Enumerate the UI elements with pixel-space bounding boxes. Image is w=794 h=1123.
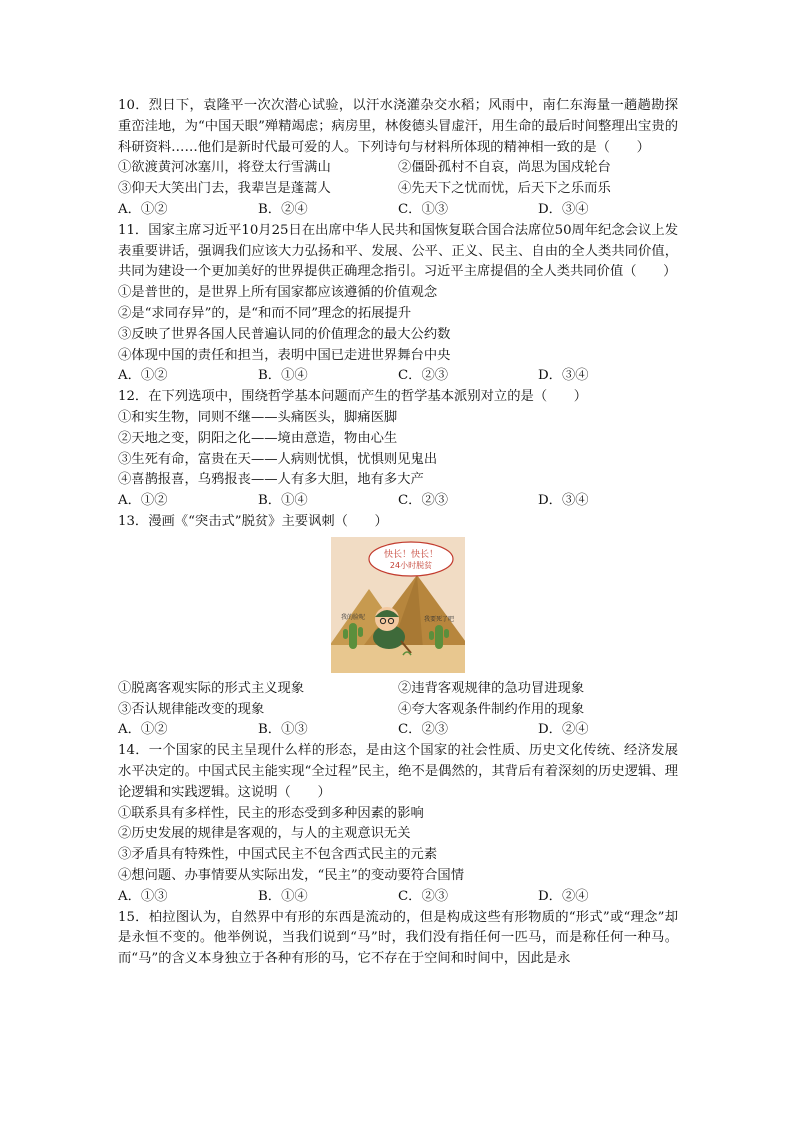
- option: ①欲渡黄河冰塞川，将登太行雪满山: [118, 160, 331, 176]
- option: ④夸大客观条件制约作用的现象: [398, 701, 585, 717]
- exam-page: [118, 96, 678, 970]
- question-stem: 14．一个国家的民主呈现什么样的形态，是由这个国家的社会性质、历史文化传统、经济发展水平决定的。中国式民主能实现“全过程”民主，绝不是偶然的，其背后有着深刻的历史逻辑、理论逻辑和实践逻辑。这说明（ ）: [118, 743, 678, 800]
- option: ③仰天大笑出门去，我辈岂是蓬蒿人: [118, 181, 331, 197]
- question-12: [118, 387, 678, 512]
- option: ①是普世的，是世界上所有国家都应该遵循的价值观念: [118, 285, 438, 301]
- answer-choice: C．②③: [398, 888, 449, 904]
- answer-choice: B．①④: [258, 493, 308, 509]
- answer-choice: A．①②: [118, 722, 168, 738]
- question-15: [118, 908, 678, 970]
- answer-choice: B．①④: [258, 888, 308, 904]
- option: ②历史发展的规律是客观的，与人的主观意识无关: [118, 826, 411, 842]
- answer-choice: D．③④: [538, 368, 589, 384]
- answer-choice: A．①②: [118, 201, 168, 217]
- answer-choices: [118, 200, 678, 221]
- option: ③生死有命，富贵在天——人病则忧惧，忧惧则见鬼出: [118, 451, 438, 467]
- option: ④先天下之忧而忧，后天下之乐而乐: [398, 181, 611, 197]
- answer-choice: D．③④: [538, 493, 589, 509]
- answer-choice: C．②③: [398, 368, 449, 384]
- answer-choice: C．①③: [398, 201, 449, 217]
- option: ②天地之变，阴阳之化——境由意造，物由心生: [118, 430, 398, 446]
- option: ②僵卧孤村不自哀，尚思为国戍轮台: [398, 160, 611, 176]
- options-row: [118, 158, 678, 179]
- answer-choice: A．①③: [118, 888, 168, 904]
- option: ④体现中国的责任和担当，表明中国已走进世界舞台中央: [118, 347, 451, 363]
- cartoon-illustration: [331, 537, 465, 673]
- option: ④想问题、办事情要从实际出发，“民主”的变动要符合国情: [118, 867, 465, 883]
- option: ①脱离客观实际的形式主义现象: [118, 680, 305, 696]
- option: ④喜鹊报喜，乌鸦报丧——人有多大胆，地有多大产: [118, 472, 424, 488]
- options-row: [118, 679, 678, 700]
- answer-choice: C．②③: [398, 722, 449, 738]
- answer-choice: D．③④: [538, 201, 589, 217]
- option: ②是“求同存异”的，是“和而不同”理念的拓展提升: [118, 305, 412, 321]
- tree-left-caption: 我的脸呢: [340, 613, 366, 621]
- answer-choice: B．①③: [258, 722, 308, 738]
- question-14: [118, 741, 678, 907]
- answer-choice: D．②④: [538, 888, 589, 904]
- option: ③否认规律能改变的现象: [118, 701, 265, 717]
- question-stem: 15．柏拉图认为，自然界中有形的东西是流动的，但是构成这些有形物质的“形式”或“理念”却是永恒不变的。他举例说，当我们说到“马”时，我们没有指任何一匹马，而是称任何一种马。而“马”的含义本身独立于各种有形的马，它不存在于空间和时间中，因此是永: [118, 909, 678, 967]
- tree-right-caption: 我要死了吧: [423, 615, 455, 623]
- question-10: [118, 96, 678, 221]
- answer-choice: A．①②: [118, 368, 168, 384]
- question-stem: 11．国家主席习近平10月25日在出席中华人民共和国恢复联合国合法席位50周年纪念会议上发表重要讲话，强调我们应该大力弘扬和平、发展、公平、正义、民主、自由的全人类共同价值，共同为建设一个更加美好的世界提供正确理念指引。习近平主席提倡的全人类共同价值（ ）: [118, 222, 678, 280]
- speech-bubble-line-1: 快长！快长！: [383, 549, 439, 560]
- question-stem: 13．漫画《“突击式”脱贫》主要讽刺（ ）: [118, 513, 388, 529]
- options-row: [118, 179, 678, 200]
- option: ③矛盾具有特殊性，中国式民主不包含西式民主的元素: [118, 847, 438, 863]
- answer-choice: B．②④: [258, 201, 308, 217]
- answer-choices: [118, 491, 678, 512]
- answer-choices: [118, 887, 678, 908]
- speech-bubble-line-2: 24小时脱贫: [389, 560, 433, 570]
- option: ①和实生物，同则不继——头痛医头，脚痛医脚: [118, 409, 398, 425]
- answer-choices: [118, 720, 678, 741]
- question-stem: 10．烈日下，袁隆平一次次潜心试验，以汗水浇灌杂交水稻；风雨中，南仁东海量一趟趟勘探重峦洼地，为“中国天眼”殚精竭虑；病房里，林俊德头冒虚汗，用生命的最后时间整理出宝贵的科研资料……他们是新时代最可爱的人。下列诗句与材料所体现的精神相一致的是（ ）: [118, 98, 678, 155]
- question-stem: 12．在下列选项中，围绕哲学基本问题而产生的哲学基本派别对立的是（ ）: [118, 389, 588, 405]
- answer-choice: C．②③: [398, 493, 449, 509]
- option: ②违背客观规律的急功冒进现象: [398, 680, 585, 696]
- answer-choice: D．②④: [538, 722, 589, 738]
- ground: [331, 645, 465, 673]
- question-13: [118, 512, 678, 741]
- answer-choice: B．①④: [258, 368, 308, 384]
- question-11: [118, 221, 678, 387]
- answer-choices: [118, 366, 678, 387]
- option: ③反映了世界各国人民普遍认同的价值理念的最大公约数: [118, 326, 451, 342]
- answer-choice: A．①②: [118, 493, 168, 509]
- option: ①联系具有多样性，民主的形态受到多种因素的影响: [118, 805, 424, 821]
- options-row: [118, 700, 678, 721]
